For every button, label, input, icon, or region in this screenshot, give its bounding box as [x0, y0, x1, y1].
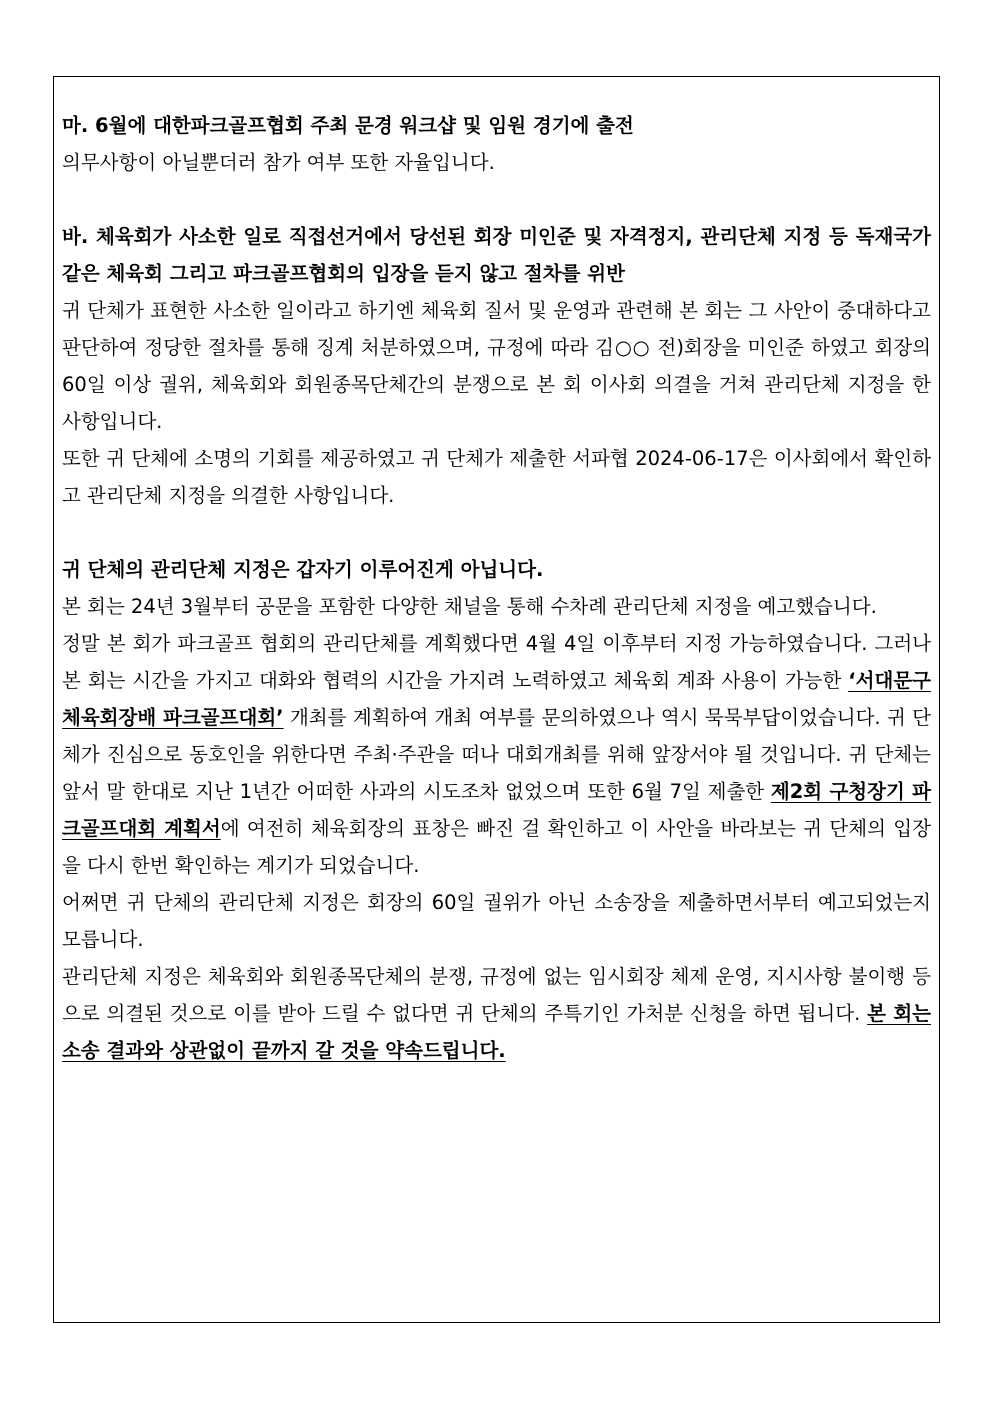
- plan-document-highlight: 제2회 구청장기 파크골프대회 계획서: [62, 780, 931, 840]
- section-management-paragraph-2: [62, 625, 931, 884]
- promise-highlight: 본 회는 소송 결과와 상관없이 끝까지 갈 것을 약속드립니다.: [62, 1002, 931, 1062]
- event-name-highlight: ‘서대문구체육회장배 파크골프대회’: [62, 669, 931, 729]
- section-ba-paragraph-2: 또한 귀 단체에 소명의 기회를 제공하였고 귀 단체가 제출한 서파협 2024-06-17은 이사회에서 확인하고 관리단체 지정을 의결한 사항입니다.: [62, 447, 931, 507]
- section-ba-paragraph-1: 귀 단체가 표현한 사소한 일이라고 하기엔 체육회 질서 및 운영과 관련해 본 회는 그 사안이 중대하다고 판단하여 정당한 절차를 통해 징계 처분하였으며, 규정에 따라 김○○ 전)회장을 미인준 하였고 회장의 60일 이상 궐위, 체육회와 회원종목단체간의 분쟁으로 본 회 이사회 의결을 거쳐 관리단체 지정을 한 사항입니다.: [62, 299, 931, 433]
- spacer: [62, 181, 931, 218]
- paragraph-2-text-a: 정말 본 회가 파크골프 협회의 관리단체를 계획했다면 4월 4일 이후부터 지정 가능하였습니다. 그러나 본 회는 시간을 가지고 대화와 협력의 시간을 가지려 노력하였고 체육회 계좌 사용이 가능한: [62, 632, 931, 692]
- section-ma-body: 의무사항이 아닐뿐더러 참가 여부 또한 자율입니다.: [62, 151, 495, 174]
- paragraph-4-text-a: 관리단체 지정은 체육회와 회원종목단체의 분쟁, 규정에 없는 임시회장 체제 운영, 지시사항 불이행 등으로 의결된 것으로 이를 받아 드릴 수 없다면 귀 단체의 주특기인 가처분 신청을 하면 됩니다.: [62, 965, 931, 1025]
- section-management-paragraph-3: 어쩌면 귀 단체의 관리단체 지정은 회장의 60일 궐위가 아닌 소송장을 제출하면서부터 예고되었는지 모릅니다.: [62, 891, 931, 951]
- document-body: [62, 107, 931, 1069]
- section-management-paragraph-1: 본 회는 24년 3월부터 공문을 포함한 다양한 채널을 통해 수차례 관리단체 지정을 예고했습니다.: [62, 595, 877, 618]
- section-management-paragraph-4: [62, 958, 931, 1069]
- paragraph-2-text-b: 개최를 계획하여 개최 여부를 문의하였으나 역시 묵묵부답이었습니다. 귀 단체가 진심으로 동호인을 위한다면 주최·주관을 떠나 대회개최를 위해 앞장서야 될 것입니다. 귀 단체는 앞서 말 한대로 지난 1년간 어떠한 사과의 시도조차 없었으며 또한 6월 7일 제출한: [62, 706, 932, 803]
- document-frame: [53, 76, 940, 1323]
- section-management-heading: 귀 단체의 관리단체 지정은 갑자기 이루어진게 아닙니다.: [62, 558, 544, 581]
- paragraph-2-text-c: 에 여전히 체육회장의 표창은 빠진 걸 확인하고 이 사안을 바라보는 귀 단체의 입장을 다시 한번 확인하는 계기가 되었습니다.: [62, 817, 931, 877]
- spacer: [62, 514, 931, 551]
- section-ma-heading: 마. 6월에 대한파크골프협회 주최 문경 워크샵 및 임원 경기에 출전: [62, 114, 634, 137]
- section-ba-heading: 바. 체육회가 사소한 일로 직접선거에서 당선된 회장 미인준 및 자격정지, 관리단체 지정 등 독재국가 같은 체육회 그리고 파크골프협회의 입장을 듣지 않고 절차를 위반: [62, 225, 931, 285]
